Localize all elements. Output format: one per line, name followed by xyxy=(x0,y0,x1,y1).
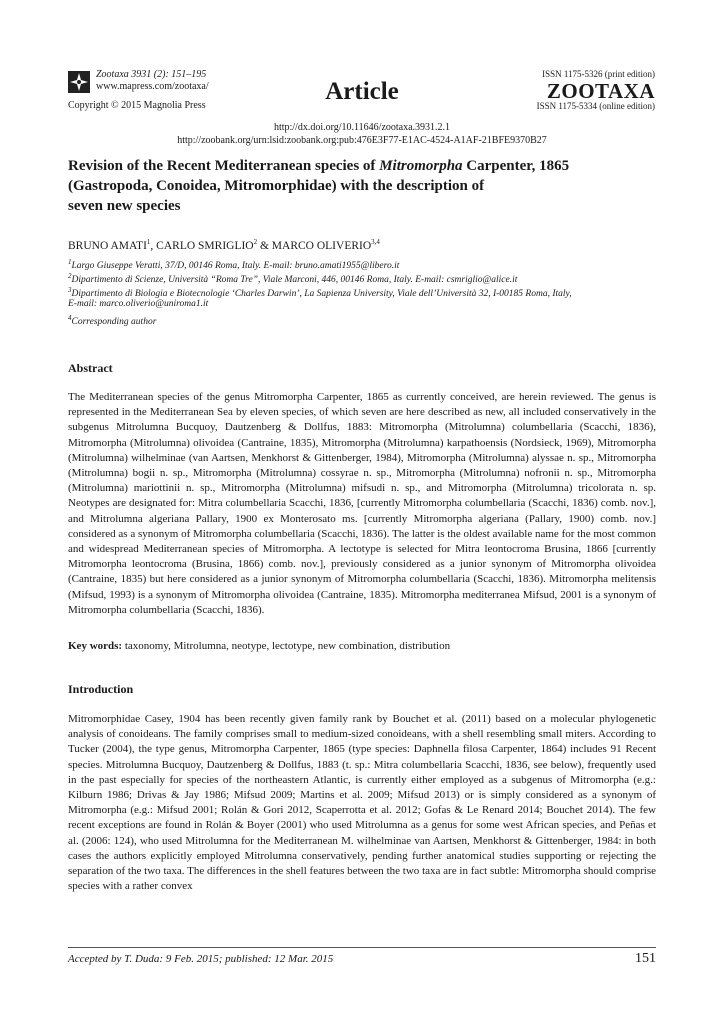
journal-line: Zootaxa 3931 (2): 151–195 xyxy=(96,69,207,80)
accepted-date: Accepted by T. Duda: 9 Feb. 2015; published: 12 Mar. 2015 xyxy=(68,953,334,965)
aff-sup: 4 xyxy=(68,314,72,322)
aff-text: Dipartimento di Scienze, Università “Roma Tre”, Viale Marconi, 446, 00146 Roma, Italy. E-mail: csmriglio@alice.it xyxy=(71,275,518,286)
abstract-heading: Abstract xyxy=(68,361,113,375)
aff-sup: 2 xyxy=(68,272,72,280)
author-3-sup: 3,4 xyxy=(371,238,380,246)
introduction-text: Mitromorphidae Casey, 1904 has been recently given family rank by Bouchet et al. (2011) based on a molecular phylogenetic analysis of conoideans. The family comprises small to medium-sized conoideans, with a shell resembling small miters. According to Tucker (2004), the type genus, Mitromorpha Carpenter, 1865 (type species: Daphnella filosa Carpenter, 1864) includes 91 Recent species. Mitrolumna Bucquoy, Dautzenberg & Dollfus, 1883 (t. sp.: Mitra columbellaria Scacchi, 1836, see below), frequently used in the past especially for species of the northeastern Atlantic, is currently either employed as a subgenus of Mitromorpha (e.g.: Kilburn 1986; Drivas & Jay 1986; Mifsud 2009; Martins et al. 2009; Mifsud 2013) or is simply considered as a synonym of Mitromorpha (e.g.: Mifsud 2001; Rolán & Gori 2012, Scaperrotta et al. 2012; Gofas & Le Renard 2014; Bouchet 2014). The few recent exceptions are found in Rolán & Boyer (2001) who used Mitrolumna as a genus for some west African species, and Peñas et al. (2006: 124), who used Mitrolumna for the Mediterranean M. wilhelminae van Aartsen, Menkhorst & Gittenberger, 1984: in both cases the authors explicitly employed Mitrolumna conservatively, pending further anatomical studies supporting or rejecting the separation of the two taxa. The differences in the shell features between the two taxa are in fact subtle: Mitromorpha should comprise species with a rather convex xyxy=(68,713,656,893)
issn-online: ISSN 1175-5334 (online edition) xyxy=(536,101,655,111)
author-2: , CARLO SMRIGLIO xyxy=(150,239,254,252)
introduction-heading: Introduction xyxy=(68,682,134,696)
title-line2: (Gastropoda, Conoidea, Mitromorphidae) with the description of xyxy=(68,178,485,194)
page-number: 151 xyxy=(635,951,656,966)
aff-text: Dipartimento di Biologia e Biotecnologie ‘Charles Darwin’, La Sapienza University, Viale dell’Università 32, I-00185 Roma, Italy, xyxy=(71,289,572,300)
lsid-link[interactable]: http://zoobank.org/urn:lsid:zoobank.org:pub:476E3F77-E1AC-4524-A1AF-21BFE9370B27 xyxy=(177,135,547,146)
keywords-label: Key words: xyxy=(68,640,123,652)
keywords xyxy=(68,640,450,652)
corresponding-author xyxy=(68,312,658,329)
affiliation-3-email xyxy=(68,298,658,311)
aff-text: E-mail: marco.oliverio@uniroma1.it xyxy=(68,299,209,309)
keywords-text: taxonomy, Mitrolumna, neotype, lectotype, new combination, distribution xyxy=(122,640,451,652)
footer-divider xyxy=(68,947,656,948)
aff-text: Corresponding author xyxy=(71,317,157,328)
author-1: BRUNO AMATI xyxy=(68,239,147,252)
aff-text: Largo Giuseppe Veratti, 37/D, 00146 Roma, Italy. E-mail: bruno.amati1955@libero.it xyxy=(71,261,400,272)
abstract-text: The Mediterranean species of the genus Mitromorpha Carpenter, 1865 as currently conceived, are herein reviewed. The genus is represented in the Mediterranean Sea by eleven species, of which seven are here described as new, all included conservatively in the subgenus Mitrolumna Bucquoy, Dautzenberg & Dollfus, 1883: Mitromorpha (Mitrolumna) columbellaria (Scacchi, 1836), Mitromorpha (Mitrolumna) olivoidea (Cantraine, 1835), Mitromorpha (Mitrolumna) karpathoensis (Nordsieck, 1969), Mitromorpha (Mitrolumna) wilhelminae (van Aartsen, Menkhorst & Gittenberger, 1984), Mitromorpha (Mitrolumna) alyssae n. sp., Mitromorpha (Mitrolumna) bogii n. sp., Mitromorpha (Mitrolumna) cossyrae n. sp., Mitromorpha (Mitrolumna) nofronii n. sp., Mitromorpha (Mitrolumna) mariottinii n. sp., Mitromorpha (Mitrolumna) mifsudi n. sp., and Mitromorpha (Mitrolumna) tricolorata n. sp. Neotypes are designated for: Mitra columbellaria Scacchi, 1836, [currently Mitromorpha columbellaria (Scacchi, 1836) comb. nov.], and Mitrolumna algeriana Pallary, 1900 ex Monterosato ms. [currently Mitromorpha algeriana (Pallary, 1900) comb. nov.] considered as a synonym of Mitromorpha columbellaria (Scacchi, 1836). The latter is the oldest available name for the most common and widespread Mediterranean species of Mitromorpha. A lectotype is selected for Mitra leontocroma Brusina, 1866 [currently Mitromorpha leontocroma (Brusina, 1866) comb. nov.], previously considered as a junior synonym of Mitromorpha olivoidea (Cantraine, 1835) but here considered as a junior synonym of Mitromorpha columbellaria (Scacchi, 1836). Mitromorpha melitensis (Mifsud, 1993) is a synonym of Mitromorpha olivoidea (Cantraine, 1835). Mitromorpha mediterranea Mifsud, 2001 is a synonym of Mitromorpha columbellaria (Scacchi, 1836). xyxy=(68,391,656,616)
paper-title xyxy=(68,156,668,216)
issn-print: ISSN 1175-5326 (print edition) xyxy=(542,69,655,79)
article-label: Article xyxy=(325,78,399,105)
zootaxa-logo-text: ZOOTAXA xyxy=(546,79,655,103)
aff-sup: 3 xyxy=(68,286,72,294)
author-1-sup: 1 xyxy=(146,238,151,246)
author-2-sup: 2 xyxy=(253,238,258,246)
title-part2: Carpenter, 1865 xyxy=(462,158,570,174)
doi-link[interactable]: http://dx.doi.org/10.11646/zootaxa.3931.2.1 xyxy=(273,122,451,133)
title-line3: seven new species xyxy=(68,198,181,214)
copyright: Copyright © 2015 Magnolia Press xyxy=(68,100,206,111)
author-3: & MARCO OLIVERIO xyxy=(257,239,372,252)
journal-website[interactable]: www.mapress.com/zootaxa/ xyxy=(96,81,209,92)
aff-sup: 1 xyxy=(68,258,72,266)
author-list xyxy=(68,238,380,252)
title-genus: Mitromorpha xyxy=(379,158,463,174)
title-part1: Revision of the Recent Mediterranean species of xyxy=(68,158,380,174)
